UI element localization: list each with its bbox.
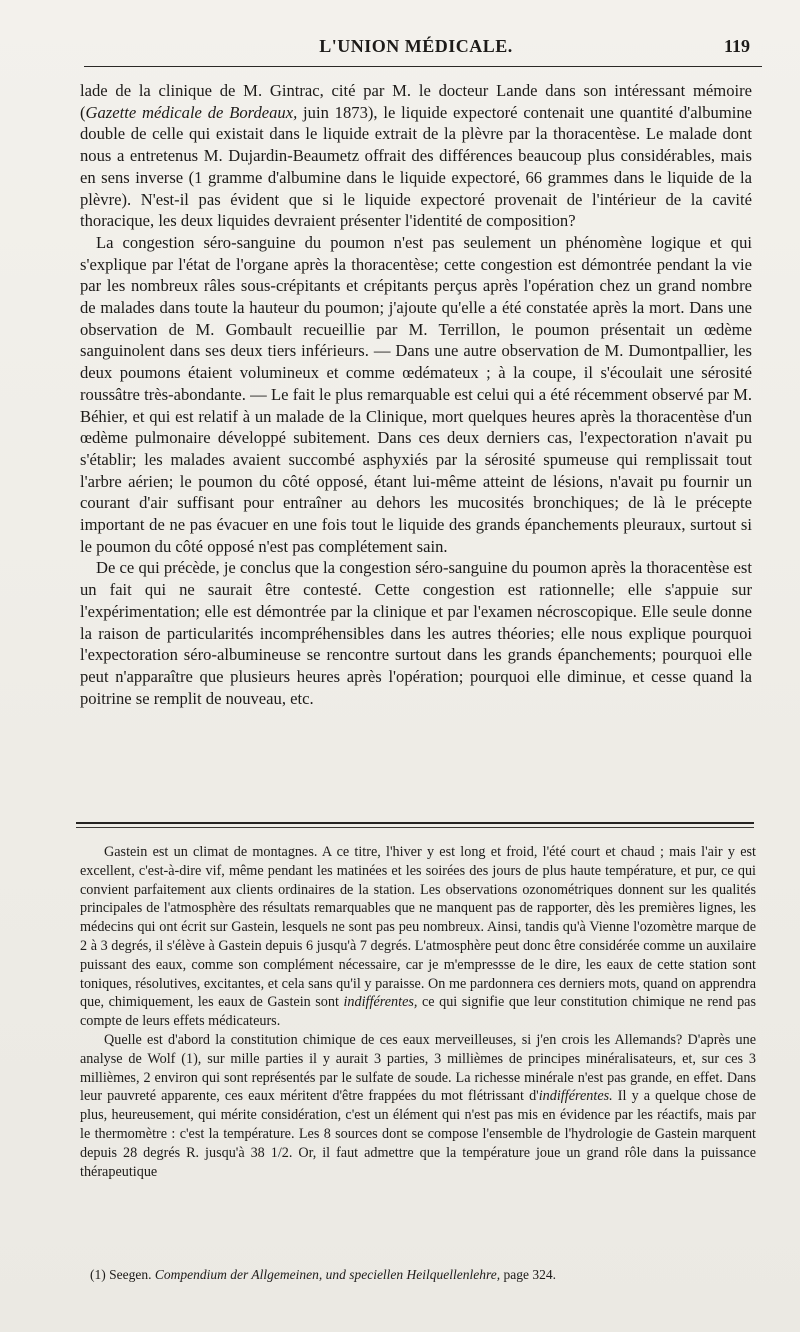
feuilleton-text	[80, 843, 756, 1181]
main-article-text	[80, 80, 752, 709]
footnote: (1) Seegen. Compendium der Allgemeinen, und speciellen Heilquellenlehre, page 324.	[90, 1267, 557, 1282]
page-header	[70, 30, 762, 70]
footnote-title: Compendium der Allgemeinen, und speciellen Heilquellenlehre,	[154, 1267, 501, 1282]
paragraph-1: lade de la clinique de M. Gintrac, cité par M. le docteur Lande dans son intéressant mémoire (Gazette médicale de Bordeaux, juin 1873), le liquide expectoré contenait une quantité d'albumine double de celle qui existait dans le liquide extrait de la plèvre par la thoracentèse. Le malade dont nous a entretenus M. Dujardin-Beaumetz offrait des différences beaucoup plus considérables, mais en sens inverse (1 gramme d'albumine dans le liquide expectoré, 66 grammes dans le liquide de la plèvre). N'est-il pas évident que si le liquide expectoré provenait de l'intérieur de la cavité thoracique, les deux liquides devraient présenter l'identité de composition?	[80, 81, 753, 231]
header-rule	[84, 66, 762, 67]
feuilleton-paragraph-1: Gastein est un climat de montagnes. A ce titre, l'hiver y est long et froid, l'été court et chaud ; mais l'air y est excellent, c'est-à-dire vif, même pendant les matinées et les soirées des jours de plus haute température, et pur, ce qui convient parfaitement aux clients ordinaires de la station. Les observations ozonométriques donnent sur les qualités principales de l'atmosphère des résultats remarquables que ne manquent pas de rapporter, dès les premières lignes, les médecins qui ont écrit sur Gastein, lesquels ne sont pas peu nombreux. Ainsi, tandis qu'à Vienne l'ozomètre marque de 2 à 3 degrés, il s'élève à Gastein depuis 6 jusqu'à 7 degrés. L'atmosphère peut donc être considérée comme un auxilaire puissant des eaux, comme son complément nécessaire, car je m'empressse de le dire, les eaux de cette station sont toniques, résolutives, excitantes, et cela sans qu'il y paraisse. On me pardonnera ces derniers mots, quand on apprendra que, chimiquement, les eaux de Gastein sont indifférentes, ce qui signifie que leur constitution chimique ne rend pas compte de leurs effets médicateurs.	[80, 844, 757, 1030]
feuilleton-separator	[76, 822, 754, 829]
footnote-marker: (1)	[90, 1267, 106, 1282]
paragraph-2: La congestion séro-sanguine du poumon n'est pas seulement un phénomène logique et qui s'explique par l'état de l'organe après la thoracentèse; cette congestion est démontrée pendant la vie par les nombreux râles sous-crépitants et crépitants perçus après l'opération chez un grand nombre de malades dans toute la hauteur du poumon; j'ajoute qu'elle a été constatée après la mort. Dans une observation de M. Gombault recueillie par M. Terrillon, le poumon présentait un œdème sanguinolent dans ses deux tiers inférieurs. — Dans une autre observation de M. Dumontpallier, les deux poumons étaient volumineux et comme œdémateux ; à la coupe, il s'écoulait une sérosité roussâtre très-abondante. — Le fait le plus remarquable est celui qui a été récemment observé par M. Béhier, et qui est relatif à un malade de la Clinique, mort quelques heures après la thoracentèse d'un œdème pulmonaire développé subitement. Dans ces deux derniers cas, l'expectoration n'avait pu s'établir; les malades avaient succombé asphyxiés par la sérosité spumeuse qui remplissait tout l'arbre aérien; le poumon du côté opposé, étant lui-même atteint de lésions, n'avait pu fournir un courant d'air suffisant pour entraîner au dehors les mucosités bronchiques; de là le précepte important de ne pas évacuer en une fois tout le liquide des grands épanchements pleuraux, surtout si le poumon du côté opposé n'est pas complétement sain.	[80, 232, 752, 556]
paragraph-3: De ce qui précède, je conclus que la congestion séro-sanguine du poumon après la thoracentèse est un fait qui ne saurait être contesté. Cette congestion est rationnelle; elle s'appuie sur l'expérimentation; elle est démontrée par la clinique et par l'examen nécroscopique. Elle seule donne la raison de particularités incompréhensibles dans les autres théories; elle nous explique pourquoi l'expectoration séro-albumineuse se rencontre surtout dans les grands épanchements; pourquoi elle peut n'apparaître que plusieurs heures après l'opération; pourquoi elle diminue, et cesse quand la poitrine se remplit de nouveau, etc.	[80, 558, 752, 708]
running-head: L'UNION MÉDICALE.	[319, 36, 513, 56]
feuilleton-paragraph-2: Quelle est d'abord la constitution chimique de ces eaux merveilleuses, si j'en crois les Allemands? D'après une analyse de Wolf (1), sur mille parties il y aurait 3 parties, 3 millièmes de principes minéralisateurs, et, sur ces 3 millièmes, 2 environ qui sont représentés par le sulfate de soude. La richesse minérale n'est pas grande, en effet. Dans leur pauvreté apparente, ces eaux méritent d'être frappées du mot flétrissant d'indifférentes. Il y a quelque chose de plus, heureusement, qui mérite considération, c'est un élément qui n'est pas mis en évidence par les réactifs, mais par le thermomètre : c'est la température. Les 8 sources dont se compose l'ensemble de l'hydrologie de Gastein marquent depuis 28 degrés R. jusqu'à 38 1/2. Or, il faut admettre que la température joue un grand rôle dans la puissance thérapeutique	[80, 1031, 756, 1180]
page-number: 119	[723, 36, 750, 56]
